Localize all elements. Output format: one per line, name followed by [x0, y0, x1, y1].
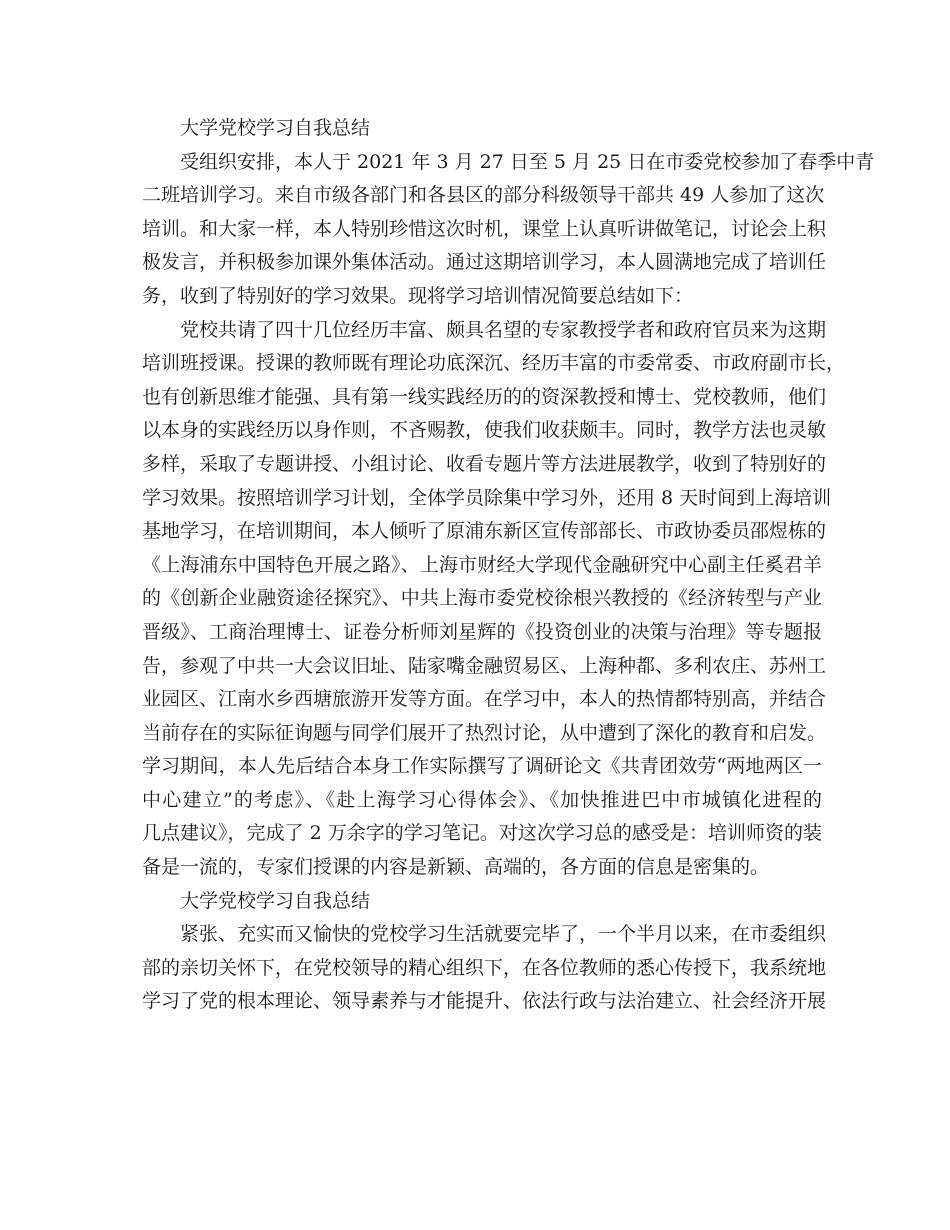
- document-page: [142, 112, 875, 1019]
- text-line: 告，参观了中共一大会议旧址、陆家嘴金融贸易区、上海种都、多利农庄、苏州工: [142, 654, 827, 677]
- text-line: 学习效果。按照培训学习计划，全体学员除集中学习外，还用 8 天时间到上海培训: [142, 486, 832, 509]
- text-line: 当前存在的实际征询题与同学们展开了热烈讨论，从中遭到了深化的教育和启发。: [142, 721, 827, 744]
- text-line: 紧张、充实而又愉快的党校学习生活就要完毕了，一个半月以来，在市委组织: [180, 923, 827, 946]
- text-line: 学习期间，本人先后结合本身工作实际撰写了调研论文《共青团效劳“两地两区一: [142, 755, 822, 778]
- text-line: 大学党校学习自我总结: [180, 117, 371, 139]
- text-line: 学习了党的根本理论、领导素养与才能提升、依法行政与法治建立、社会经济开展: [142, 990, 827, 1013]
- text-line: 中心建立”的考虑》、《赴上海学习心得体会》、《加快推进巴中市城镇化进程的: [142, 788, 822, 811]
- text-line: 也有创新思维才能强、具有第一线实践经历的的资深教授和博士、党校教师，他们: [142, 385, 827, 408]
- text-line: 党校共请了四十几位经历丰富、颇具名望的专家教授学者和政府官员来为这期: [180, 318, 827, 341]
- text-line: 以本身的实践经历以身作则，不吝赐教，使我们收获颇丰。同时，教学方法也灵敏: [142, 419, 827, 442]
- text-line: 培训班授课。授课的教师既有理论功底深沉、经历丰富的市委常委、市政府副市长，: [142, 352, 846, 375]
- text-line: 晋级》、工商治理博士、证卷分析师刘星辉的《投资创业的决策与治理》等专题报: [142, 620, 822, 643]
- text-line: 多样，采取了专题讲授、小组讨论、收看专题片等方法进展教学，收到了特别好的: [142, 452, 827, 475]
- text-line: 培训。和大家一样，本人特别珍惜这次时机，课堂上认真听讲做笔记，讨论会上积: [142, 217, 827, 240]
- text-line: 务，收到了特别好的学习效果。现将学习培训情况简要总结如下：: [142, 284, 694, 307]
- text-line: 部的亲切关怀下，在党校领导的精心组织下，在各位教师的悉心传授下，我系统地: [142, 956, 827, 979]
- text-line: 《上海浦东中国特色开展之路》、上海市财经大学现代金融研究中心副主任奚君羊: [142, 553, 822, 576]
- text-line: 基地学习，在培训期间，本人倾听了原浦东新区宣传部部长、市政协委员邵煜栋的: [142, 520, 827, 543]
- text-line: 极发言，并积极参加课外集体活动。通过这期培训学习，本人圆满地完成了培训任: [142, 251, 827, 274]
- text-line: 业园区、江南水乡西塘旅游开发等方面。在学习中，本人的热情都特别高，并结合: [142, 688, 827, 711]
- text-line: 几点建议》，完成了 2 万余字的学习笔记。对这次学习总的感受是：培训师资的装: [142, 822, 822, 845]
- text-line: 备是一流的，专家们授课的内容是新颖、高端的，各方面的信息是密集的。: [142, 856, 770, 879]
- text-line: 的《创新企业融资途径探究》、中共上海市委党校徐根兴教授的《经济转型与产业: [142, 587, 822, 610]
- text-line: 受组织安排，本人于 2021 年 3 月 27 日至 5 月 25 日在市委党校参加了春季中青: [180, 150, 875, 173]
- text-line: 大学党校学习自我总结: [180, 889, 371, 912]
- text-line: 二班培训学习。来自市级各部门和各县区的部分科级领导干部共 49 人参加了这次: [142, 184, 825, 207]
